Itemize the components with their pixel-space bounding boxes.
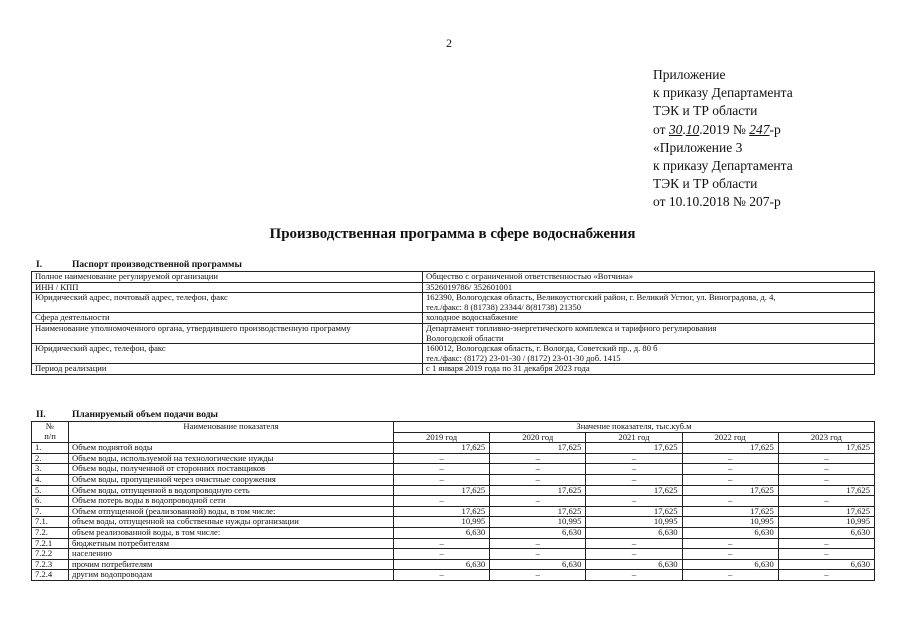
- date-dot: .: [682, 121, 686, 137]
- year-header: 2019 год: [394, 432, 490, 443]
- row-name: объем реализованной воды, в том числе:: [69, 527, 394, 538]
- row-number: 7.2.1: [32, 538, 69, 549]
- row-value: 6,630: [394, 527, 490, 538]
- section-2-title: Планируемый объем подачи воды: [72, 410, 218, 420]
- row-number: 5.: [32, 485, 69, 496]
- row-value: –: [394, 570, 490, 581]
- row-number: 7.2.2: [32, 549, 69, 560]
- row-value: –: [778, 549, 874, 560]
- row-name: другим водопроводам: [69, 570, 394, 581]
- row-value: –: [490, 549, 586, 560]
- table-row: [32, 549, 875, 560]
- row-value: –: [778, 570, 874, 581]
- passport-value: [423, 293, 875, 313]
- passport-value-line: 3526019786/ 352601001: [426, 281, 513, 292]
- row-value: 6,630: [682, 559, 778, 570]
- table-row: [32, 538, 875, 549]
- row-value: –: [490, 453, 586, 464]
- table-row: [32, 559, 875, 570]
- row-value: –: [778, 464, 874, 475]
- row-value: –: [394, 474, 490, 485]
- row-value: 6,630: [586, 559, 682, 570]
- handwritten-day: 30: [668, 121, 683, 137]
- row-number: 7.2.4: [32, 570, 69, 581]
- appendix-date-line: [653, 121, 793, 139]
- date-year: .2019 №: [699, 121, 750, 137]
- row-value: 17,625: [490, 506, 586, 517]
- page-number: 2: [446, 36, 452, 50]
- passport-value-line: 162390, Вологодская область, Великоустюгский район, г. Великий Устюг, ул. Виноградова, д. 4,: [426, 292, 776, 303]
- passport-value-line-2: Вологодской области: [426, 332, 504, 343]
- row-number: 1.: [32, 443, 69, 454]
- row-value: 6,630: [682, 527, 778, 538]
- row-name: прочим потребителям: [69, 559, 394, 570]
- row-value: –: [682, 496, 778, 507]
- row-value: 6,630: [778, 559, 874, 570]
- row-value: –: [490, 464, 586, 475]
- row-value: –: [778, 453, 874, 464]
- passport-label: Юридический адрес, телефон, факс: [32, 344, 423, 364]
- passport-value: [423, 272, 875, 283]
- row-value: –: [394, 538, 490, 549]
- appendix-line: ТЭК и ТР области: [653, 176, 758, 192]
- passport-value-line: холодное водоснабжение: [426, 312, 518, 323]
- row-value: 17,625: [586, 443, 682, 454]
- row-number: 4.: [32, 474, 69, 485]
- appendix-line: к приказу Департамента: [653, 85, 793, 101]
- passport-label: Юридический адрес, почтовый адрес, телефон, факс: [32, 293, 423, 313]
- row-name: Объем воды, полученной от сторонних поставщиков: [69, 464, 394, 475]
- row-value: –: [682, 549, 778, 560]
- passport-label: Полное наименование регулируемой организации: [32, 272, 423, 283]
- row-name: Объем поднятой воды: [69, 443, 394, 454]
- row-name: Объем воды, пропущенной через очистные сооружения: [69, 474, 394, 485]
- row-value: 17,625: [682, 506, 778, 517]
- passport-table: [31, 271, 875, 375]
- passport-value-line: с 1 января 2019 года по 31 декабря 2023 года: [426, 363, 590, 374]
- passport-label: Период реализации: [32, 364, 423, 375]
- row-value: 17,625: [586, 485, 682, 496]
- row-value: –: [778, 474, 874, 485]
- row-value: –: [682, 453, 778, 464]
- row-number: 7.1.: [32, 517, 69, 528]
- passport-value-line: 160012, Вологодская область, г. Вологда, Советский пр., д. 80 б: [426, 343, 658, 354]
- row-value: –: [586, 496, 682, 507]
- row-value: –: [490, 496, 586, 507]
- row-name: Объем потерь воды в водопроводной сети: [69, 496, 394, 507]
- row-name: Объем воды, отпущенной в водопроводную сеть: [69, 485, 394, 496]
- row-number: 3.: [32, 464, 69, 475]
- row-value: –: [586, 464, 682, 475]
- passport-label: Наименование уполномоченного органа, утвердившего производственную программу: [32, 323, 423, 343]
- table-row: [32, 453, 875, 464]
- appendix-line: от 10.10.2018 № 207-р: [653, 194, 781, 210]
- year-header: 2020 год: [490, 432, 586, 443]
- col-number-header: [32, 422, 69, 443]
- passport-value: [423, 323, 875, 343]
- col-value-header: Значение показателя, тыс.куб.м: [394, 422, 875, 433]
- appendix-block: [653, 66, 793, 212]
- row-value: 10,995: [586, 517, 682, 528]
- table-row: [32, 496, 875, 507]
- passport-row: [32, 344, 875, 364]
- row-value: 10,995: [394, 517, 490, 528]
- section-1-heading: [36, 260, 242, 270]
- row-value: –: [394, 464, 490, 475]
- row-name: бюджетным потребителям: [69, 538, 394, 549]
- table-row: [32, 443, 875, 454]
- col-name-header: Наименование показателя: [69, 422, 394, 443]
- row-name: населению: [69, 549, 394, 560]
- passport-label: ИНН / КПП: [32, 282, 423, 293]
- col-number-label-2: п/п: [44, 430, 56, 441]
- row-value: 6,630: [394, 559, 490, 570]
- year-header: 2022 год: [682, 432, 778, 443]
- passport-value-line: Департамент топливно-энергетического комплекса и тарифного регулирования: [426, 322, 717, 333]
- row-value: –: [394, 496, 490, 507]
- order-suffix: -р: [769, 121, 781, 137]
- row-number: 7.: [32, 506, 69, 517]
- table-row: [32, 474, 875, 485]
- table-row: [32, 570, 875, 581]
- row-value: –: [490, 538, 586, 549]
- row-value: –: [682, 474, 778, 485]
- appendix-line: к приказу Департамента: [653, 158, 793, 174]
- row-value: –: [586, 453, 682, 464]
- row-value: 17,625: [490, 443, 586, 454]
- handwritten-month: 10: [685, 121, 700, 137]
- header-row: [32, 422, 875, 433]
- passport-value: [423, 282, 875, 293]
- section-2-number: II.: [36, 410, 46, 420]
- table-row: [32, 464, 875, 475]
- row-value: 17,625: [778, 443, 874, 454]
- table-row: [32, 517, 875, 528]
- row-value: 17,625: [490, 485, 586, 496]
- row-value: –: [682, 570, 778, 581]
- passport-row: [32, 282, 875, 293]
- row-value: –: [586, 538, 682, 549]
- row-value: 17,625: [778, 506, 874, 517]
- row-value: –: [394, 549, 490, 560]
- row-value: 17,625: [778, 485, 874, 496]
- appendix-line: ТЭК и ТР области: [653, 103, 758, 119]
- row-name: объем воды, отпущенной на собственные нужды организации: [69, 517, 394, 528]
- document-title: Производственная программа в сфере водоснабжения: [269, 226, 636, 242]
- passport-row: [32, 313, 875, 324]
- row-value: 6,630: [778, 527, 874, 538]
- row-value: 6,630: [490, 527, 586, 538]
- passport-label: Сфера деятельности: [32, 313, 423, 324]
- passport-value-line-2: тел./факс: (8172) 23-01-30 / (8172) 23-01-30 доб. 1415: [426, 352, 621, 363]
- row-number: 2.: [32, 453, 69, 464]
- row-name: Объем воды, используемой на технологические нужды: [69, 453, 394, 464]
- row-number: 6.: [32, 496, 69, 507]
- row-value: 17,625: [394, 506, 490, 517]
- handwritten-order-number: 247: [749, 121, 770, 137]
- passport-row: [32, 323, 875, 343]
- row-number: 7.2.: [32, 527, 69, 538]
- row-value: –: [682, 464, 778, 475]
- year-header: 2023 год: [778, 432, 874, 443]
- passport-value: [423, 313, 875, 324]
- row-value: –: [586, 474, 682, 485]
- passport-value: [423, 344, 875, 364]
- passport-value-line-2: тел./факс: 8 (81738) 23344/ 8(81738) 21350: [426, 301, 582, 312]
- row-value: 6,630: [490, 559, 586, 570]
- water-supply-table: [31, 421, 875, 581]
- table-row: [32, 527, 875, 538]
- row-value: –: [586, 570, 682, 581]
- appendix-line: «Приложение 3: [653, 139, 743, 155]
- row-value: –: [778, 538, 874, 549]
- passport-row: [32, 364, 875, 375]
- section-2-heading: [36, 410, 218, 420]
- row-name: Объем отпущенной (реализованной) воды, в том числе:: [69, 506, 394, 517]
- row-value: –: [682, 538, 778, 549]
- table-row: [32, 506, 875, 517]
- section-1-title: Паспорт производственной программы: [72, 260, 242, 270]
- row-value: –: [394, 453, 490, 464]
- passport-value: [423, 364, 875, 375]
- row-value: 17,625: [682, 485, 778, 496]
- row-value: 17,625: [394, 485, 490, 496]
- section-1-number: I.: [36, 260, 43, 270]
- table-row: [32, 485, 875, 496]
- row-value: –: [586, 549, 682, 560]
- row-value: –: [778, 496, 874, 507]
- col-number-label: №: [45, 421, 55, 431]
- row-value: 17,625: [394, 443, 490, 454]
- appendix-line: Приложение: [653, 67, 726, 82]
- row-value: 17,625: [586, 506, 682, 517]
- row-number: 7.2.3: [32, 559, 69, 570]
- row-value: 10,995: [490, 517, 586, 528]
- row-value: –: [490, 570, 586, 581]
- row-value: 6,630: [586, 527, 682, 538]
- row-value: 17,625: [682, 443, 778, 454]
- passport-value-line: Общество с ограниченной ответственностью «Вотчина»: [426, 271, 634, 281]
- passport-row: [32, 293, 875, 313]
- passport-row: [32, 272, 875, 283]
- row-value: 10,995: [682, 517, 778, 528]
- row-value: –: [490, 474, 586, 485]
- row-value: 10,995: [778, 517, 874, 528]
- date-prefix: от: [653, 121, 669, 137]
- year-header: 2021 год: [586, 432, 682, 443]
